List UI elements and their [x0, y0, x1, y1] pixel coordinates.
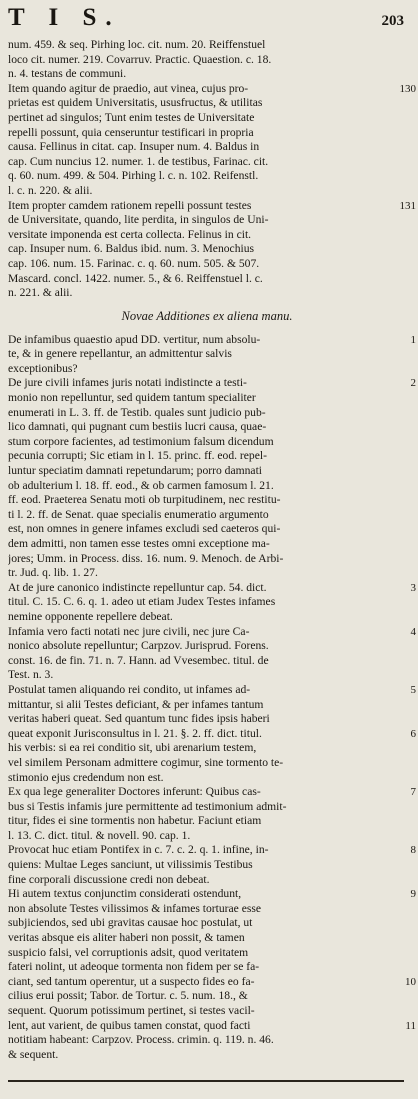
paragraph-130	[8, 81, 416, 199]
paragraph-131	[8, 198, 416, 301]
text-line: suspicio falsi, vel corruptionis adsit, quod veritatem	[8, 945, 249, 959]
text-line: const. 16. de fin. 71. n. 7. Hann. ad Vvesembec. titul. de	[8, 653, 269, 667]
text-line: ff. eod. Praeterea Senatu moti ob turpitudinem, nec restitu-	[8, 493, 281, 507]
text-line: titul. C. 15. C. 6. q. 1. adeo ut etiam Judex Testes infames	[8, 595, 276, 609]
text-line: bus si Testis infamis jure permittente ad testimonium admit-	[8, 799, 287, 813]
text-line: mittantur, si alii Testes deficiant, & per infames tantum	[8, 697, 264, 711]
text-line: luntur speciatim damnati repetundarum; porro damnati	[8, 464, 263, 478]
text-line: cap. Insuper num. 6. Baldus ibid. num. 3. Menochius	[8, 242, 255, 256]
continuation-text	[8, 38, 406, 82]
text-line: queat exponit Jurisconsultus in l. 21. §. 2. ff. dict. titul.	[8, 726, 262, 740]
page-header	[8, 4, 406, 38]
text-line: nemine opponente repellere debeat.	[8, 609, 173, 623]
text-line: n. 4. testans de communi.	[8, 67, 127, 81]
text-line: monio non repelluntur, sed quidem tantum specialiter	[8, 391, 256, 405]
text-line: causa. Fellinus in citat. cap. Insuper num. 4. Baldus in	[8, 140, 260, 154]
margin-number: 9	[410, 888, 416, 901]
text-line: de Universitate, quando, lite perdita, in singulos de Uni-	[8, 213, 269, 227]
text-line: sequent. Quorum potissimum pertinet, si testes vacil-	[8, 1004, 255, 1017]
text-line: Hi autem textus conjunctim considerati ostendunt,	[8, 887, 242, 901]
text-line: De jure civili infames juris notati indistincte a testi-	[8, 376, 247, 390]
text-line: titur, fides ei sine tormentis non habetur. Faciunt etiam	[8, 814, 262, 828]
text-line: Item quando agitur de praedio, aut vinea, cujus pro-	[8, 81, 249, 95]
text-line: ob adulterium l. 18. ff. eod., & ob carmen famosum l. 21.	[8, 478, 274, 492]
text-line: lent, aut varient, de quibus tamen constat, quod facti	[8, 1018, 251, 1032]
text-line: prietas est quidem Universitatis, ususfructus, & utilitas	[8, 96, 263, 110]
margin-number: 2	[410, 377, 416, 390]
text-line: stum corpore facientes, ad testimonium falsum dicendum	[8, 434, 274, 448]
numbered-paragraph	[8, 332, 416, 377]
margin-number: 4	[410, 625, 416, 638]
text-line: & sequent.	[8, 1047, 59, 1061]
running-head: T I S.	[8, 4, 121, 31]
text-line: nonico absolute repelluntur; Carpzov. Jurisprud. Forens.	[8, 639, 269, 653]
text-line: veritas absque eis aliter haberi non possit, & tamen	[8, 931, 245, 945]
text-line: Provocat huc etiam Pontifex in c. 7. c. 2. q. 1. infine, in-	[8, 843, 269, 857]
text-line: te, & in genere repellantur, an admittentur salvis	[8, 347, 232, 361]
numbered-paragraph	[8, 624, 416, 683]
text-line: his verbis: si ea rei conditio sit, ubi arenarium testem,	[8, 741, 257, 755]
text-line: ciant, sed tantum operentur, ut a suspecto fides eo fa-	[8, 974, 255, 988]
text-line: loco cit. numer. 219. Covarruv. Practic. Quaestion. c. 18.	[8, 52, 272, 66]
page-number: 203	[381, 13, 404, 29]
margin-number: 10	[405, 975, 416, 988]
text-line: enumerati in L. 3. ff. de Testib. quales sunt judicio pub-	[8, 405, 266, 419]
text-line: Item propter camdem rationem repelli possunt testes	[8, 198, 252, 212]
margin-number: 3	[410, 581, 416, 594]
margin-number: 130	[399, 82, 416, 95]
numbered-paragraph	[8, 843, 416, 887]
text-line: Postulat tamen aliquando rei condito, ut infames ad-	[8, 682, 251, 696]
numbered-paragraph	[8, 887, 416, 1062]
margin-number: 8	[410, 844, 416, 857]
text-line: Mascard. concl. 1422. numer. 5., & 6. Reiffenstuel l. c.	[8, 271, 263, 285]
text-line: dem admitti, non tamen esse testes omni exceptione ma-	[8, 537, 270, 550]
text-line: tr. Jud. q. lib. 1. 27.	[8, 566, 98, 580]
numbered-paragraph	[8, 785, 416, 843]
text-line: notitiam habeant: Carpzov. Process. crimin. q. 119. n. 46.	[8, 1033, 274, 1047]
text-line: l. 13. C. dict. titul. & novell. 90. cap. 1.	[8, 828, 191, 842]
text-line: quiens: Multae Leges sanciunt, ut vilissimis Testibus	[8, 858, 253, 872]
margin-number: 7	[410, 786, 416, 799]
text-line: Test. n. 3.	[8, 668, 54, 682]
margin-number: 1	[410, 333, 416, 346]
text-line: fine corporali discussione credi non debeat.	[8, 872, 210, 886]
margin-number: 131	[399, 199, 416, 212]
text-line: lico damnati, qui pugnant cum bestiis lucri causa, quae-	[8, 420, 267, 434]
margin-number: 11	[405, 1019, 416, 1032]
text-line: q. 60. num. 499. & 504. Pirhing l. c. n. 102. Reifenstl.	[8, 169, 259, 183]
text-line: l. c. n. 220. & alii.	[8, 183, 93, 197]
text-line: jores; Umm. in Process. diss. 16. num. 9. Menoch. de Arbi-	[8, 551, 284, 565]
text-line: At de jure canonico indistincte repelluntur cap. 54. dict.	[8, 580, 267, 594]
numbered-paragraph	[8, 682, 416, 785]
text-line: subjiciendos, sed ubi gravitas causae hoc postulat, ut	[8, 916, 253, 930]
text-line: fateri nolint, ut adeoque tormenta non fidem per se fa-	[8, 960, 260, 974]
text-line: cap. 106. num. 15. Farinac. c. q. 60. num. 505. & 507.	[8, 256, 260, 270]
text-line: versitate imponenda est certa collecta. Felinus in cit.	[8, 227, 252, 241]
text-line: vel similem Personam admittere cogimur, sine tormento te-	[8, 755, 284, 769]
text-line: veritas haberi queat. Sed quantum tunc fides ipsis haberi	[8, 712, 270, 726]
text-line: repelli possunt, quia censeruntur testificari in propria	[8, 125, 254, 139]
text-line: pertinet ad singulos; Tunt enim testes de Universitate	[8, 110, 255, 124]
text-line: pecunia corrupti; Sic etiam in l. 15. princ. ff. eod. repel-	[8, 449, 267, 463]
additions-body	[8, 332, 416, 1063]
text-line: cap. Cum nuncius 12. numer. 1. de testibus, Farinac. cit.	[8, 154, 269, 168]
margin-number: 6	[410, 727, 416, 740]
bottom-rule	[8, 1080, 404, 1082]
text-line: est, non omnes in genere infames excludi sed caeteros qui-	[8, 522, 281, 536]
numbered-paragraph	[8, 376, 416, 580]
text-line: num. 459. & seq. Pirhing loc. cit. num. 20. Reiffenstuel	[8, 38, 266, 51]
text-line: non absolute Testes vilissimos & infames torturae esse	[8, 901, 262, 915]
text-line: Ex qua lege generaliter Doctores inferunt: Quibus cas-	[8, 785, 261, 799]
section-title: Novae Additiones ex aliena manu.	[121, 308, 293, 323]
numbered-paragraph	[8, 580, 416, 625]
text-line: stimonio ejus credendum non est.	[8, 770, 164, 784]
text-line: exceptionibus?	[8, 361, 78, 375]
text-line: cilius erui possit; Tabor. de Tortur. c. 5. num. 18., &	[8, 989, 248, 1003]
text-line: n. 221. & alii.	[8, 286, 73, 300]
margin-number: 5	[410, 683, 416, 696]
text-line: Infamia vero facti notati nec jure civili, nec jure Ca-	[8, 624, 250, 638]
text-line: ti l. 2. ff. de Senat. quae specialis enumeratio argumento	[8, 507, 269, 521]
text-line: De infamibus quaestio apud DD. vertitur, num absolu-	[8, 332, 261, 346]
